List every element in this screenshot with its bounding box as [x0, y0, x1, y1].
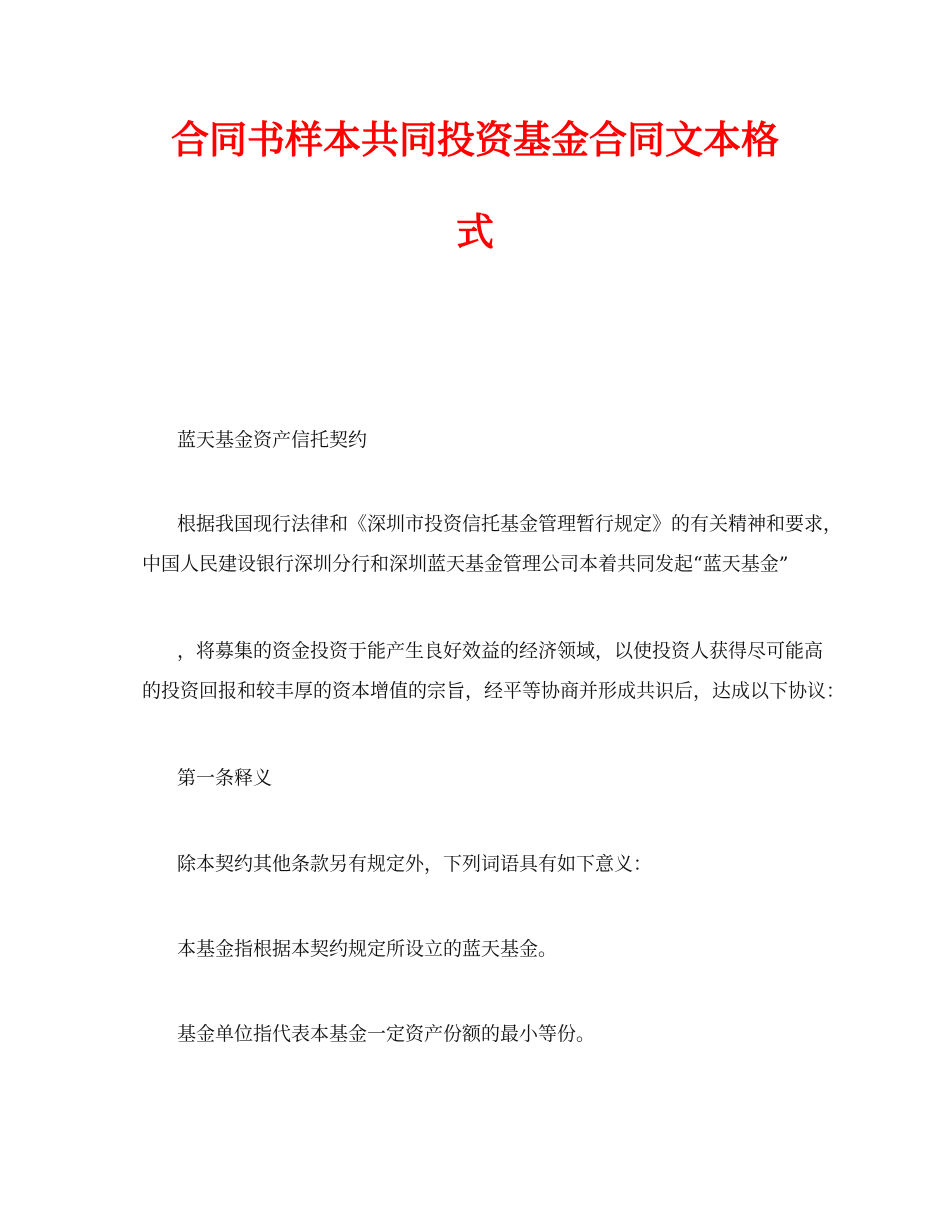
purpose-paragraph: [142, 631, 846, 711]
definition-fund: [142, 929, 822, 969]
definition-fund-unit: [142, 1014, 822, 1054]
preamble-paragraph: [142, 504, 843, 584]
article-1-intro: [142, 844, 822, 884]
contract-heading: [142, 420, 822, 460]
purpose-line-2: 的投资回报和较丰厚的资本增值的宗旨，经平等协商并形成共识后，达成以下协议：: [142, 680, 846, 702]
definition-fund-text: 本基金指根据本契约规定所设立的蓝天基金。: [177, 938, 558, 960]
document-title-line-1: 合同书样本共同投资基金合同文本格: [170, 118, 779, 162]
document-title-line-2: 式: [455, 210, 494, 254]
article-1-title-text: 第一条释义: [177, 767, 273, 789]
preamble-line-1: 根据我国现行法律和《深圳市投资信托基金管理暂行规定》的有关精神和要求，: [177, 513, 843, 535]
article-1-title: [142, 758, 822, 798]
purpose-line-1: ，将募集的资金投资于能产生良好效益的经济领域，以使投资人获得尽可能高: [177, 640, 824, 662]
article-1-intro-text: 除本契约其他条款另有规定外，下列词语具有如下意义：: [177, 853, 653, 875]
definition-fund-unit-text: 基金单位指代表本基金一定资产份额的最小等份。: [177, 1023, 596, 1045]
contract-heading-text: 蓝天基金资产信托契约: [177, 429, 368, 451]
preamble-line-2: 中国人民建设银行深圳分行和深圳蓝天基金管理公司本着共同发起“蓝天基金”: [142, 553, 789, 575]
